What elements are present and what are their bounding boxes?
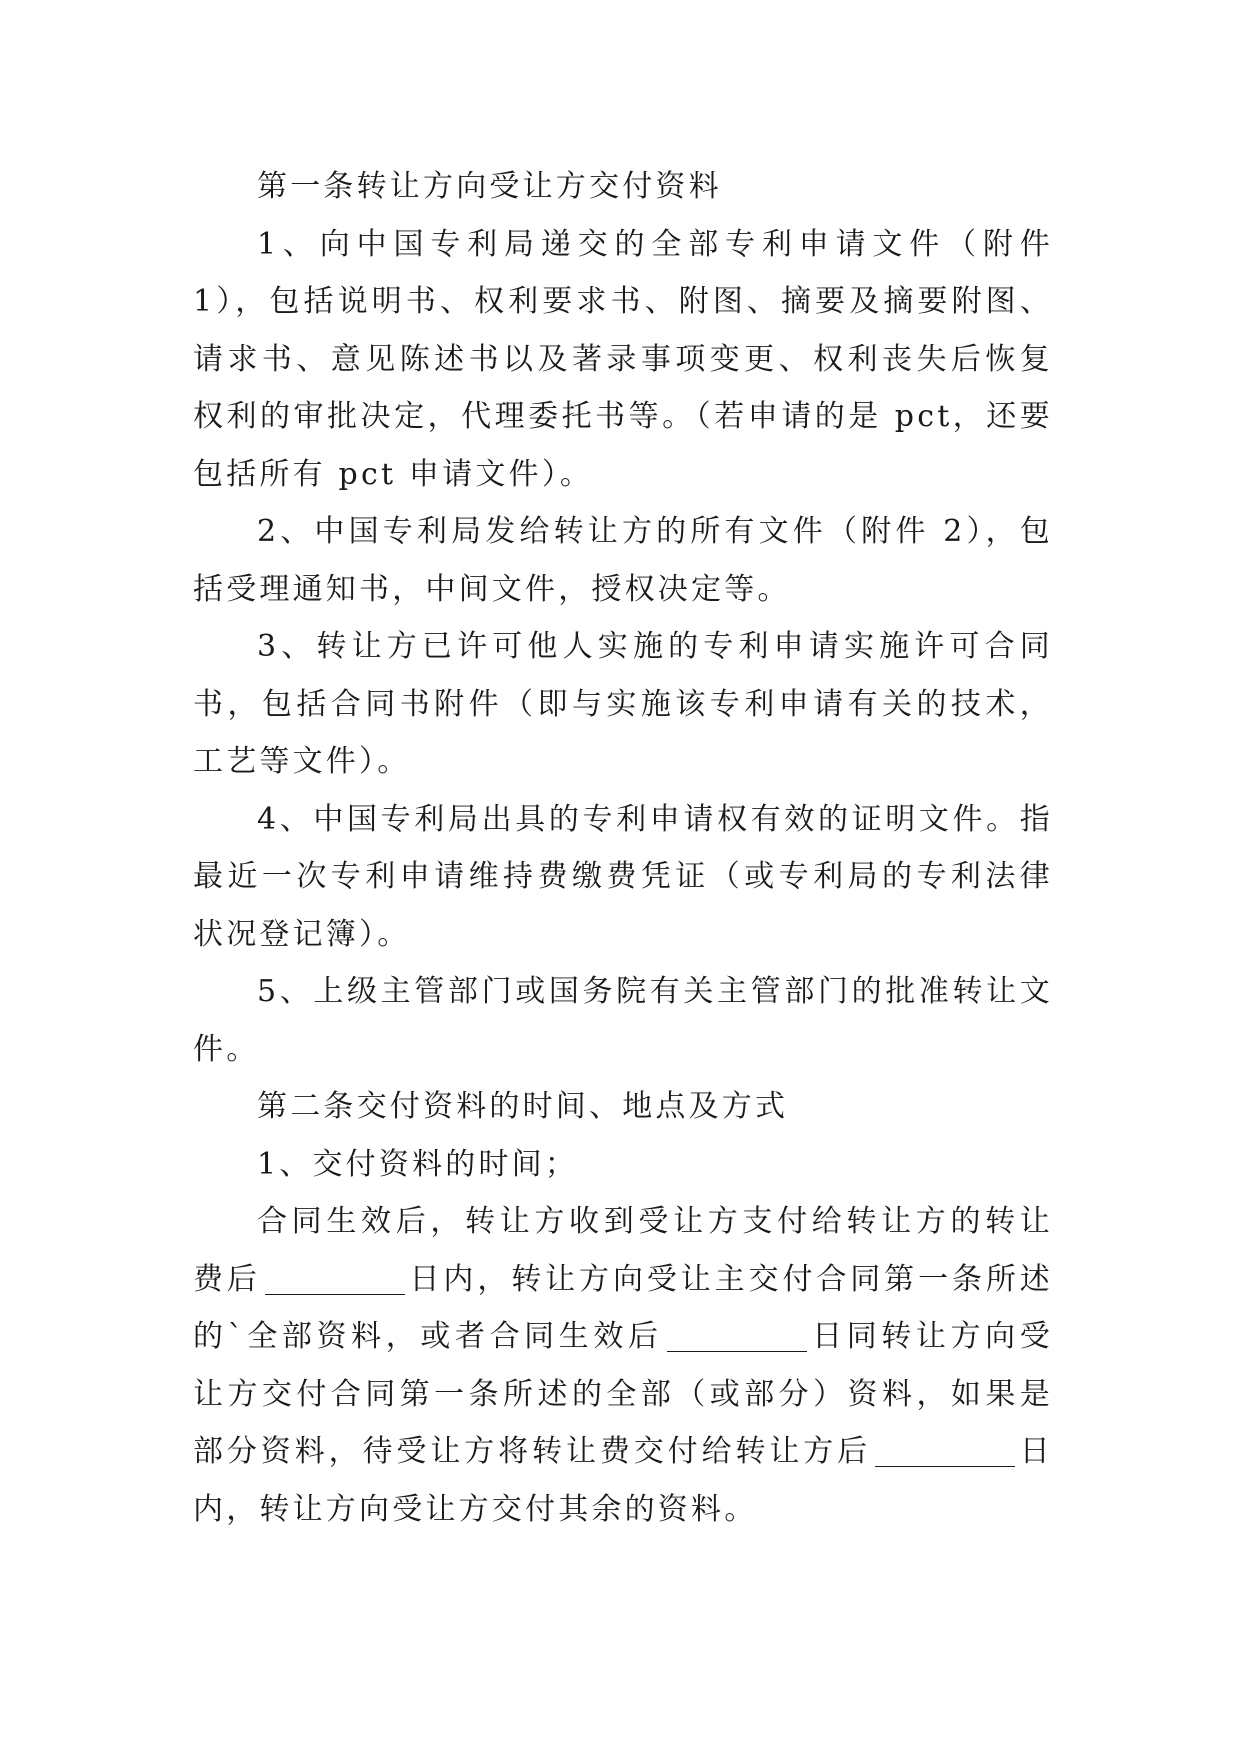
section1-item3: 3、转让方已许可他人实施的专利申请实施许可合同书，包括合同书附件（即与实施该专利申请有关的技术，工艺等文件）。 — [193, 629, 1053, 779]
blank-days-1 — [265, 1264, 405, 1295]
blank-days-3 — [875, 1436, 1015, 1467]
section2-paragraph — [193, 1193, 1053, 1538]
section1-heading: 第一条转让方向受让方交付资料 — [257, 169, 722, 204]
section1-item5: 5、上级主管部门或国务院有关主管部门的批准转让文件。 — [193, 974, 1053, 1067]
document-body — [193, 158, 1053, 1538]
section2-heading: 第二条交付资料的时间、地点及方式 — [257, 1089, 789, 1124]
para-part4: 日内，转让方向受让方交付其余的资料。 — [193, 1434, 1053, 1527]
blank-days-2 — [667, 1321, 807, 1352]
para-part1: 合同生效后，转让方收到受让方支付给转让方的转让费后 — [193, 1204, 1053, 1297]
section1-item2: 2、中国专利局发给转让方的所有文件（附件 2），包括受理通知书，中间文件，授权决定等。 — [193, 514, 1053, 607]
para-part3: 日同转让方向受让方交付合同第一条所述的全部（或部分）资料，如果是部分资料，待受让方将转让费交付给转让方后 — [193, 1319, 1053, 1469]
section1-item1: 1、向中国专利局递交的全部专利申请文件（附件 1），包括说明书、权利要求书、附图、摘要及摘要附图、请求书、意见陈述书以及著录事项变更、权利丧失后恢复权利的审批决定，代理委托书等。（若申请的是 pct，还要包括所有 pct 申请文件）。 — [193, 226, 1053, 492]
section2-item1: 1、交付资料的时间； — [257, 1146, 579, 1182]
para-part2: 日内，转让方向受让主交付合同第一条所述的`全部资料，或者合同生效后 — [193, 1261, 1053, 1354]
section1-item4: 4、中国专利局出具的专利申请权有效的证明文件。指最近一次专利申请维持费缴费凭证（或专利局的专利法律状况登记簿）。 — [193, 801, 1053, 952]
